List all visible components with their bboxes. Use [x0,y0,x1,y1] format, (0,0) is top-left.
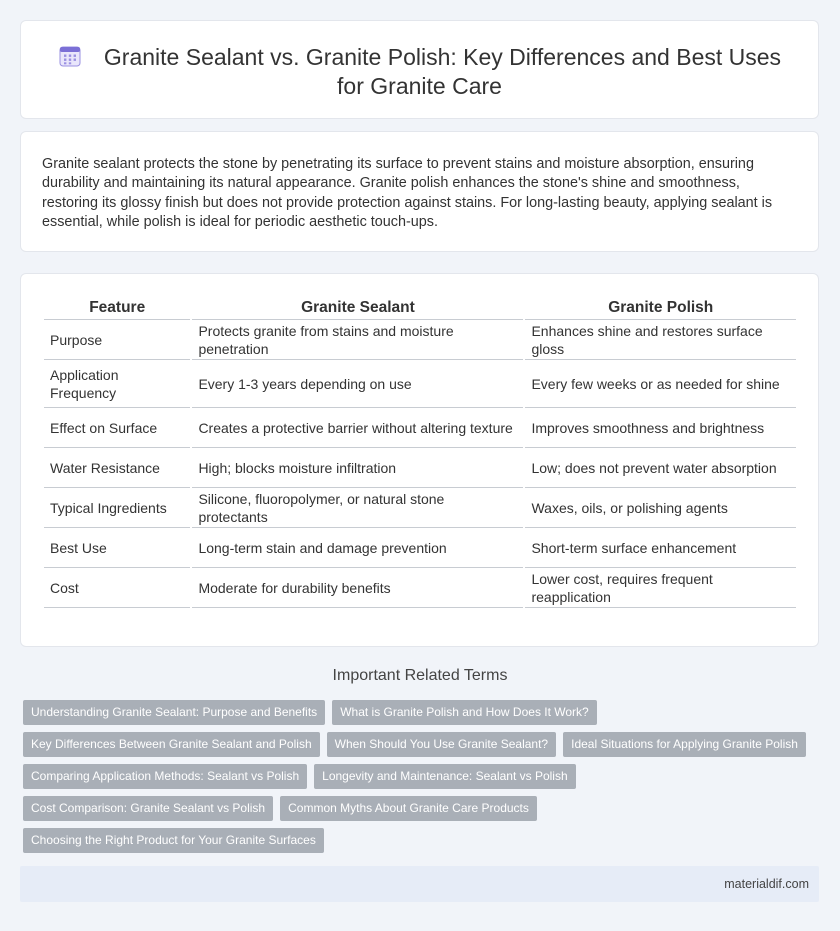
feature-cell: Water Resistance [44,448,190,488]
polish-cell: Improves smoothness and brightness [525,408,796,448]
feature-cell: Cost [44,568,190,608]
title-line-2: for Granite Care [337,73,502,99]
feature-cell: Application Frequency [44,360,190,408]
table-row [44,528,796,568]
polish-cell: Short-term surface enhancement [525,528,796,568]
sealant-cell: Every 1-3 years depending on use [192,360,523,408]
comparison-table-card [20,273,819,647]
footer [20,866,819,902]
header-feature: Feature [44,296,190,320]
footer-site-link[interactable]: materialdif.com [724,877,809,891]
related-term-link[interactable]: Key Differences Between Granite Sealant and Polish [23,732,320,757]
related-term-link[interactable]: Longevity and Maintenance: Sealant vs Polish [314,764,576,789]
polish-cell: Every few weeks or as needed for shine [525,360,796,408]
related-terms-list [23,700,803,860]
feature-cell: Typical Ingredients [44,488,190,528]
calendar-icon [58,44,82,68]
tag-row [23,732,803,757]
header-granite-polish: Granite Polish [525,296,796,320]
sealant-cell: Protects granite from stains and moisture penetration [192,320,523,360]
table-row [44,448,796,488]
related-term-link[interactable]: Understanding Granite Sealant: Purpose and Benefits [23,700,325,725]
table-header-row [44,296,796,320]
table-row [44,568,796,608]
sealant-cell: Long-term stain and damage prevention [192,528,523,568]
intro-card [20,131,819,252]
related-term-link[interactable]: Choosing the Right Product for Your Granite Surfaces [23,828,324,853]
feature-cell: Effect on Surface [44,408,190,448]
comparison-table [42,296,798,608]
intro-paragraph: Granite sealant protects the stone by penetrating its surface to prevent stains and moisture absorption, ensuring durability and maintaining its natural appearance. Granite polish enhances the stone's shine and smoothness, restoring its glossy finish but does not provide protection against stains. For long-lasting beauty, applying sealant is essential, while polish is ideal for periodic aesthetic touch-ups. [42,156,773,231]
table-row [44,320,796,360]
page-title [21,43,818,101]
related-term-link[interactable]: What is Granite Polish and How Does It Work? [332,700,597,725]
related-term-link[interactable]: Ideal Situations for Applying Granite Polish [563,732,806,757]
polish-cell: Lower cost, requires frequent reapplication [525,568,796,608]
tag-row [23,700,803,725]
polish-cell: Enhances shine and restores surface gloss [525,320,796,360]
related-term-link[interactable]: Common Myths About Granite Care Products [280,796,537,821]
tag-row [23,796,803,821]
sealant-cell: Silicone, fluoropolymer, or natural stone protectants [192,488,523,528]
polish-cell: Low; does not prevent water absorption [525,448,796,488]
title-line-1: Granite Sealant vs. Granite Polish: Key Differences and Best Uses [103,44,782,70]
sealant-cell: Moderate for durability benefits [192,568,523,608]
table-row [44,488,796,528]
feature-cell: Best Use [44,528,190,568]
sealant-cell: Creates a protective barrier without altering texture [192,408,523,448]
related-term-link[interactable]: When Should You Use Granite Sealant? [327,732,556,757]
related-term-link[interactable]: Cost Comparison: Granite Sealant vs Polish [23,796,273,821]
sealant-cell: High; blocks moisture infiltration [192,448,523,488]
table-row [44,360,796,408]
tag-row [23,764,803,789]
title-card [20,20,819,119]
tag-row [23,828,803,853]
polish-cell: Waxes, oils, or polishing agents [525,488,796,528]
feature-cell: Purpose [44,320,190,360]
related-term-link[interactable]: Comparing Application Methods: Sealant vs Polish [23,764,307,789]
table-row [44,408,796,448]
related-terms-title: Important Related Terms [332,667,508,684]
header-granite-sealant: Granite Sealant [192,296,523,320]
